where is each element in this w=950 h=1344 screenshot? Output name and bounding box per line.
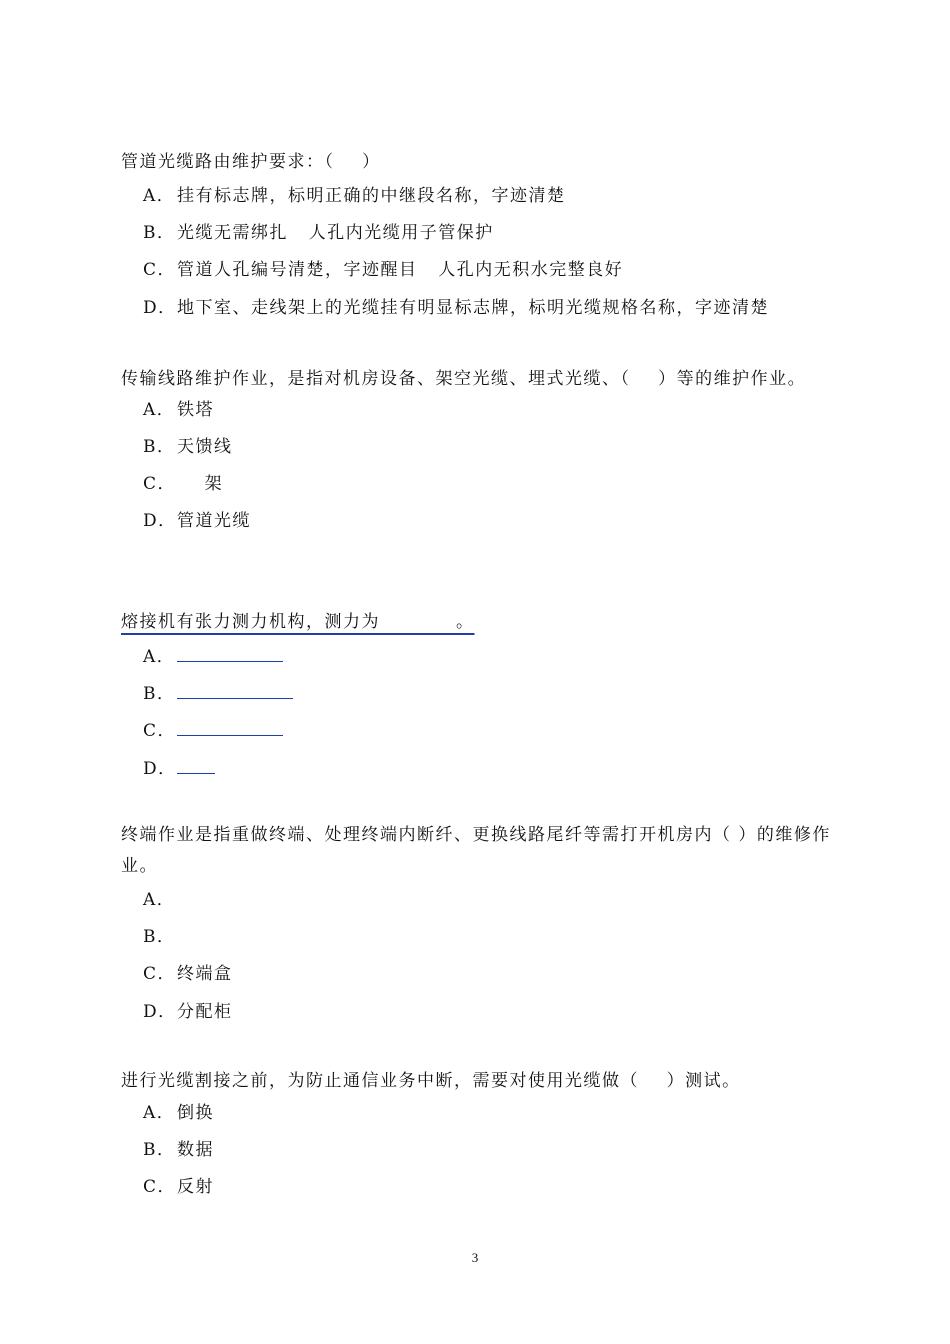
- question-4-option-d: [143, 1000, 233, 1024]
- option-letter: B．: [143, 927, 176, 947]
- question-1-text: 管道光缆路由维护要求：（ ）: [121, 152, 381, 172]
- question-4-option-b: [143, 925, 177, 949]
- question-1-option-c: [143, 258, 623, 282]
- option-letter: D．: [143, 1002, 177, 1022]
- option-text: 反射: [177, 1177, 214, 1197]
- question-3-option-b: [143, 680, 293, 706]
- question-5-option-a: [143, 1101, 214, 1125]
- question-2-option-b: [143, 435, 233, 459]
- question-3-option-a: [143, 643, 283, 669]
- page-number: 3: [471, 1250, 479, 1265]
- option-letter: D．: [143, 511, 177, 531]
- option-letter: C．: [143, 474, 177, 494]
- option-text: 分配柜: [177, 1002, 233, 1022]
- option-text: 架: [177, 474, 224, 494]
- option-letter: B．: [143, 1140, 176, 1160]
- option-text: 挂有标志牌，标明正确的中继段名称，字迹清楚: [177, 186, 566, 206]
- question-5-option-b: [143, 1138, 214, 1162]
- option-text: 天馈线: [177, 437, 233, 457]
- option-text: 地下室、走线架上的光缆挂有明显标志牌，标明光缆规格名称，字迹清楚: [177, 298, 769, 318]
- question-1-option-a: [143, 184, 566, 208]
- option-letter: C．: [143, 260, 177, 280]
- question-5-text: 进行光缆割接之前，为防止通信业务中断，需要对使用光缆做（ ）测试。: [121, 1071, 741, 1091]
- question-3-text: 熔接机有张力测力机构，测力为 。: [121, 612, 475, 632]
- question-3-option-c: [143, 717, 283, 743]
- question-4-option-a: [143, 888, 177, 912]
- answer-blank: [177, 643, 283, 662]
- option-letter: B．: [143, 437, 176, 457]
- question-2-option-d: [143, 509, 251, 533]
- option-text: 倒换: [177, 1103, 214, 1123]
- question-1-option-d: [143, 296, 769, 320]
- question-4-text: 终端作业是指重做终端、处理终端内断纤、更换线路尾纤等需打开机房内（ ）的维修作业。: [121, 825, 831, 876]
- question-4-option-c: [143, 962, 233, 986]
- answer-blank: [177, 717, 283, 736]
- option-text: 数据: [177, 1140, 214, 1160]
- option-letter: A．: [143, 400, 176, 420]
- option-text: 铁塔: [177, 400, 214, 420]
- question-2-option-c: [143, 472, 223, 496]
- question-5-option-c: [143, 1175, 214, 1199]
- option-letter: A．: [143, 1103, 176, 1123]
- option-letter: A．: [143, 186, 176, 206]
- question-2-text: 传输线路维护作业，是指对机房设备、架空光缆、埋式光缆、（ ）等的维护作业。: [121, 369, 807, 389]
- option-text: 管道人孔编号清楚，字迹醒目 人孔内无积水完整良好: [177, 260, 624, 280]
- option-letter: C．: [143, 721, 177, 741]
- option-letter: B．: [143, 684, 176, 704]
- option-letter: D．: [143, 759, 177, 779]
- option-letter: A．: [143, 647, 176, 667]
- question-1-option-b: [143, 221, 494, 245]
- answer-blank: [177, 680, 293, 699]
- option-letter: A．: [143, 890, 176, 910]
- option-letter: C．: [143, 964, 177, 984]
- option-letter: D．: [143, 298, 177, 318]
- option-text: 管道光缆: [177, 511, 251, 531]
- option-letter: C．: [143, 1177, 177, 1197]
- option-letter: B．: [143, 223, 176, 243]
- answer-blank: [177, 755, 215, 774]
- option-text: 终端盒: [177, 964, 233, 984]
- option-text: 光缆无需绑扎 人孔内光缆用子管保护: [177, 223, 494, 243]
- question-2-option-a: [143, 398, 214, 422]
- question-3-option-d: [143, 755, 215, 781]
